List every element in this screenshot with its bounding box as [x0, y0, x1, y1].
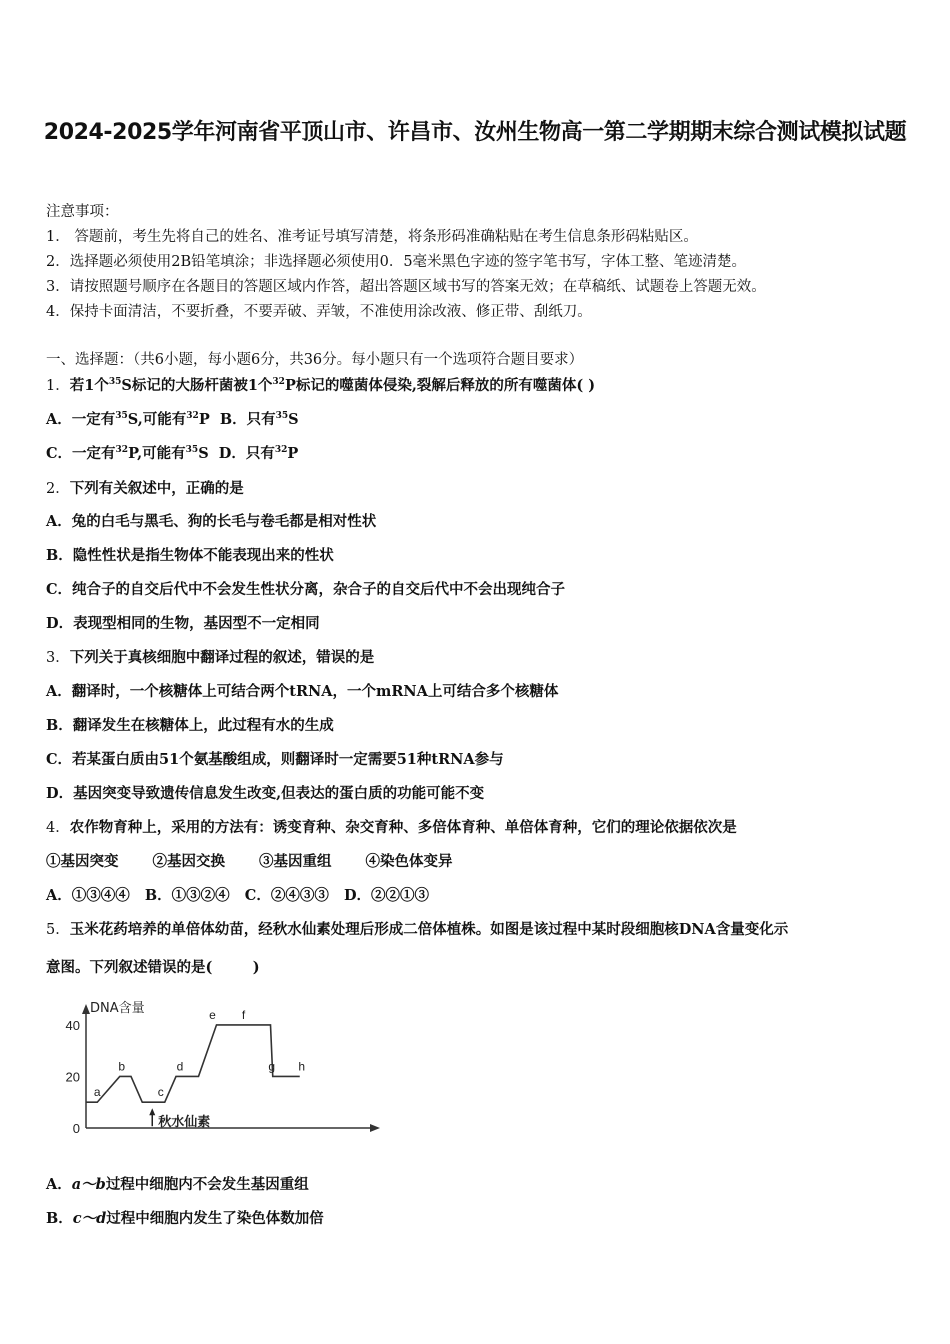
point-label-g: g: [268, 1059, 276, 1074]
question-4: 4．农作物育种上，采用的方法有：诱变育种、杂交育种、多倍体育种、单倍体育种，它们的理论依据依次是: [46, 819, 737, 836]
question-1-options-ab: A．一定有$^{35}$S,可能有$^{32}$P B．只有$^{35}$S: [46, 411, 299, 428]
y-tick-label: 40: [65, 1017, 80, 1033]
question-1: 1．若1个$^{35}$S标记的大肠杆菌被1个$^{32}$P标记的噬菌体侵染,裂解后释放的所有噬菌体( ): [46, 377, 596, 394]
annotation-arrowhead: [149, 1108, 155, 1115]
notice-item-4: 4．保持卡面清洁，不要折叠，不要弄破、弄皱，不准使用涂改液、修正带、刮纸刀。: [46, 304, 592, 320]
point-label-e: e: [209, 1007, 216, 1022]
point-label-c: c: [157, 1085, 164, 1100]
point-label-h: h: [298, 1059, 306, 1074]
y-axis-label: DNA含量: [90, 1001, 145, 1016]
notice-item-1: 1． 答题前，考生先将自己的姓名、准考证号填写清楚，将条形码准确粘贴在考生信息条形码粘贴区。: [46, 229, 698, 245]
notice-item-3: 3．请按照题号顺序在各题目的答题区域内作答，超出答题区域书写的答案无效；在草稿纸、试题卷上答题无效。: [46, 279, 766, 295]
dna-content-chart: [58, 996, 388, 1136]
page-title: 2024-2025学年河南省平顶山市、许昌市、汝州生物高一第二学期期末综合测试模拟试题: [43, 120, 907, 145]
notice-heading: 注意事项：: [46, 204, 119, 220]
y-axis-arrow: [82, 1004, 90, 1014]
question-5-stem-continued: 意图。下列叙述错误的是( ): [46, 959, 260, 976]
y-tick-label: 20: [65, 1069, 80, 1085]
question-5-option-b: B．c～d过程中细胞内发生了染色体数加倍: [46, 1210, 324, 1227]
question-1-options-cd: C．一定有$^{32}$P,可能有$^{35}$S D．只有$^{32}$P: [46, 445, 299, 462]
x-axis-arrow: [370, 1124, 380, 1132]
annotation-label: 秋水仙素: [158, 1115, 211, 1131]
question-3: 3．下列关于真核细胞中翻译过程的叙述，错误的是: [46, 649, 375, 666]
section-heading: 一、选择题：（共6小题，每小题6分，共36分。每小题只有一个选项符合题目要求）: [46, 352, 584, 368]
notice-item-2: 2．选择题必须使用2B铅笔填涂；非选择题必须使用0．5毫米黑色字迹的签字笔书写，字体工整、笔迹清楚。: [46, 254, 747, 270]
question-3-option-c: C．若某蛋白质由51个氨基酸组成，则翻译时一定需要51种tRNA参与: [46, 751, 504, 768]
y-tick-label: 0: [72, 1121, 80, 1136]
question-5: 5．玉米花药培养的单倍体幼苗，经秋水仙素处理后形成二倍体植株。如图是该过程中某时段细胞核DNA含量变化示: [46, 921, 789, 938]
point-label-a: a: [93, 1085, 101, 1100]
question-number: 1．: [46, 378, 70, 394]
question-2-option-c: C．纯合子的自交后代中不会发生性状分离，杂合子的自交后代中不会出现纯合子: [46, 581, 566, 598]
point-label-b: b: [118, 1059, 126, 1074]
question-2: 2．下列有关叙述中，正确的是: [46, 480, 244, 497]
question-3-option-a: A．翻译时，一个核糖体上可结合两个tRNA，一个mRNA上可结合多个核糖体: [46, 683, 559, 700]
point-label-d: d: [176, 1059, 184, 1074]
point-label-f: f: [241, 1007, 246, 1022]
question-2-option-d: D．表现型相同的生物，基因型不一定相同: [46, 615, 320, 632]
question-3-option-b: B．翻译发生在核糖体上，此过程有水的生成: [46, 717, 334, 734]
question-2-option-a: A．兔的白毛与黑毛、狗的长毛与卷毛都是相对性状: [46, 513, 377, 530]
question-4-items: ①基因突变 ②基因交换 ③基因重组 ④染色体变异: [46, 853, 453, 870]
question-5-option-a: A．a～b过程中细胞内不会发生基因重组: [46, 1176, 309, 1193]
question-3-option-d: D．基因突变导致遗传信息发生改变,但表达的蛋白质的功能可能不变: [46, 785, 485, 802]
question-2-option-b: B．隐性性状是指生物体不能表现出来的性状: [46, 547, 334, 564]
question-4-options: A．①③④④ B．①③②④ C．②④③③ D．②②①③: [46, 887, 430, 904]
